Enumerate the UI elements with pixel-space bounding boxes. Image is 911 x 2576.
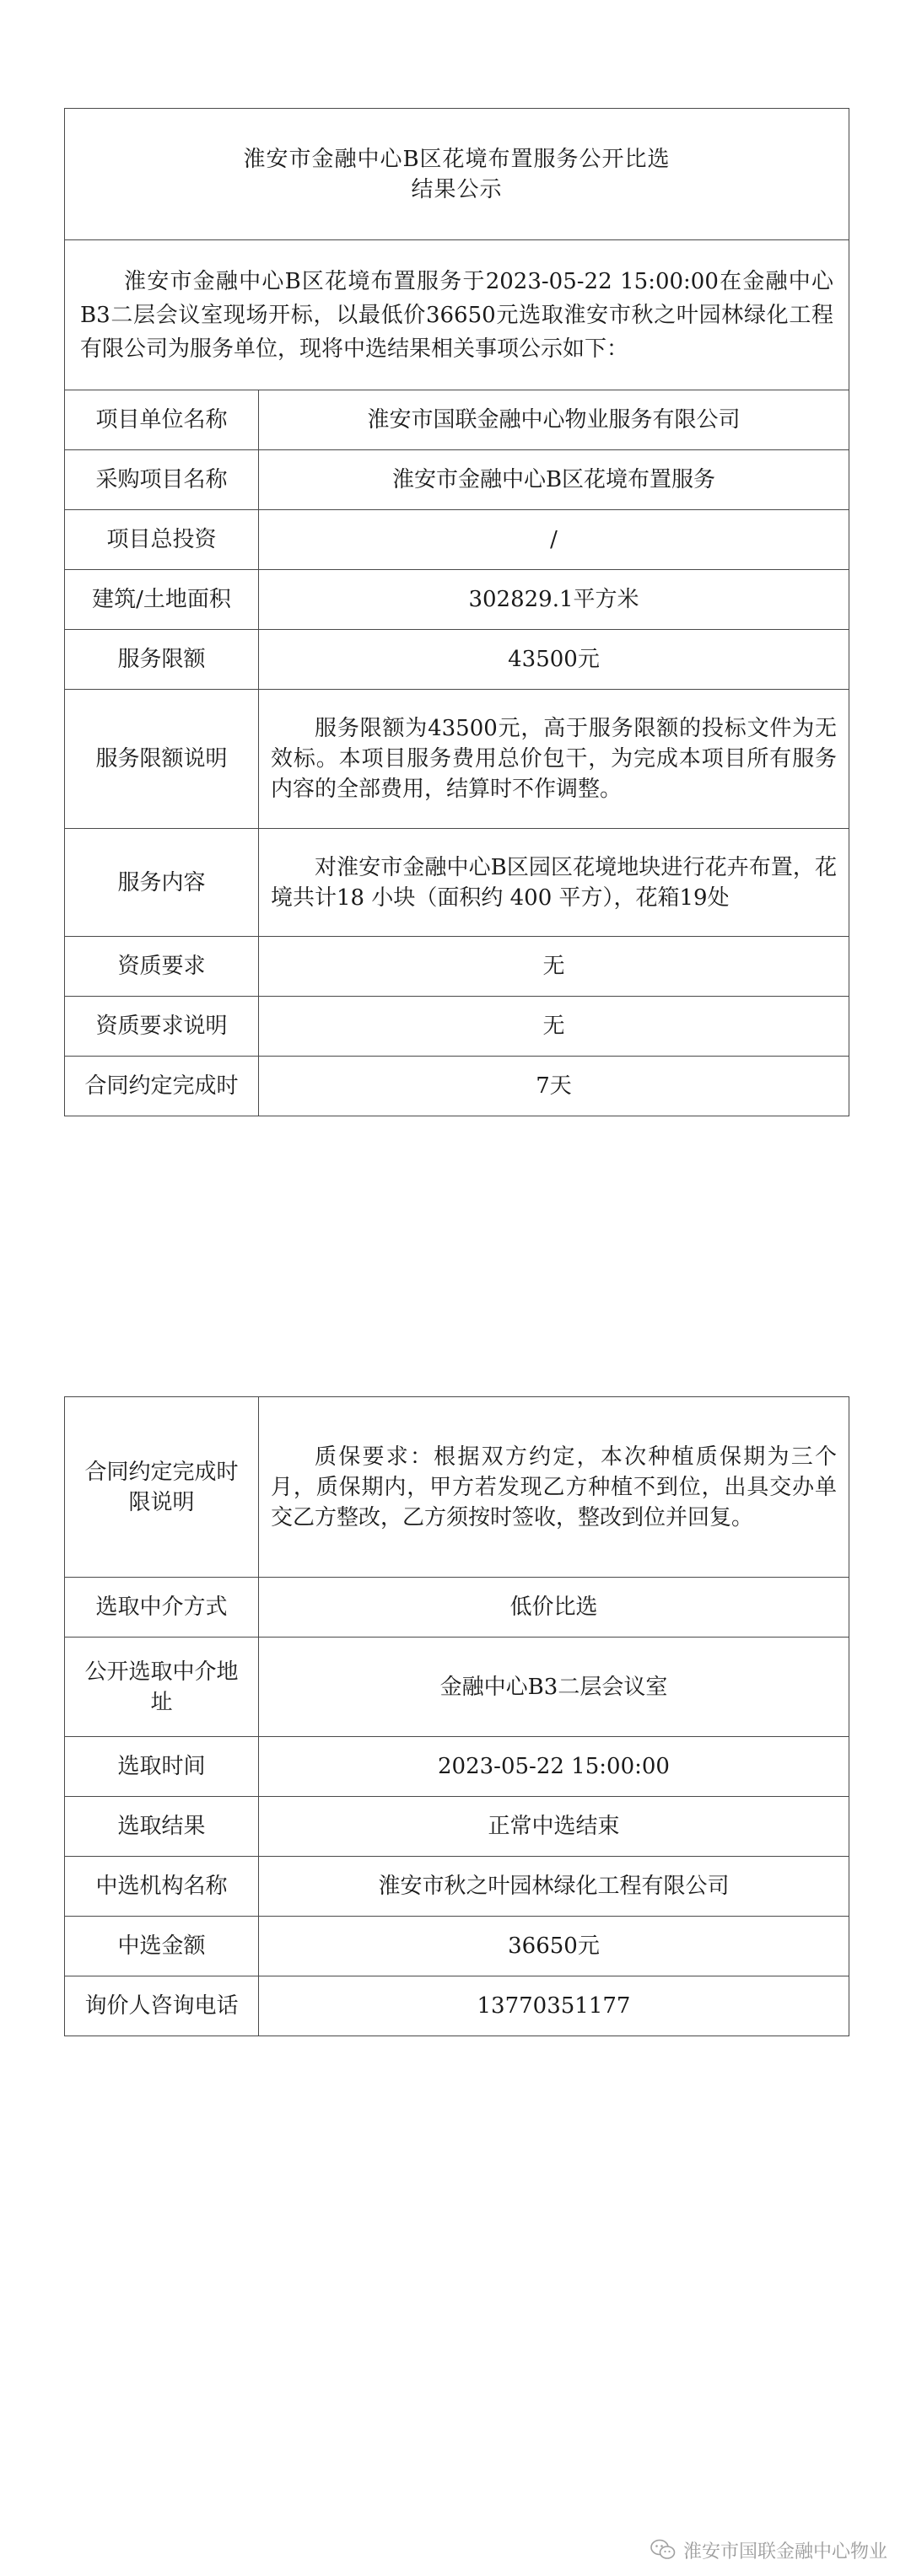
- row-label-winner-name: 中选机构名称: [65, 1857, 259, 1917]
- row-label-qualification: 资质要求: [65, 937, 259, 997]
- row-value-qualification: 无: [259, 937, 849, 997]
- row-label-selection-result: 选取结果: [65, 1797, 259, 1857]
- announcement-table-2: [64, 1396, 849, 2036]
- row-value-selection-result: 正常中选结束: [259, 1797, 849, 1857]
- intro-paragraph: 淮安市金融中心B区花境布置服务于2023-05-22 15:00:00在金融中心B3二层会议室现场开标，以最低价36650元选取淮安市秋之叶园林绿化工程有限公司为服务单位，现将中选结果相关事项公示如下：: [65, 240, 849, 390]
- footer-account-name: 淮安市国联金融中心物业: [682, 2541, 887, 2563]
- row-value-service-limit-desc: 服务限额为43500元，高于服务限额的投标文件为无效标。本项目服务费用总价包干，为完成本项目所有服务内容的全部费用，结算时不作调整。: [259, 690, 849, 829]
- row-value-total-investment: /: [259, 510, 849, 570]
- row-label-completion-desc: 合同约定完成时限说明: [65, 1397, 259, 1578]
- row-label-service-content: 服务内容: [65, 829, 259, 937]
- row-label-completion-time: 合同约定完成时: [65, 1057, 259, 1116]
- title-line-2: 结果公示: [411, 176, 503, 202]
- row-label-total-investment: 项目总投资: [65, 510, 259, 570]
- row-value-area: 302829.1平方米: [259, 570, 849, 630]
- announcement-table-1: [64, 108, 849, 1116]
- row-label-selection-time: 选取时间: [65, 1737, 259, 1797]
- row-label-selection-address: 公开选取中介地址: [65, 1638, 259, 1737]
- row-value-project-unit: 淮安市国联金融中心物业服务有限公司: [259, 390, 849, 450]
- row-value-completion-time: 7天: [259, 1057, 849, 1116]
- row-value-winner-name: 淮安市秋之叶园林绿化工程有限公司: [259, 1857, 849, 1917]
- row-value-procurement-name: 淮安市金融中心B区花境布置服务: [259, 450, 849, 510]
- row-label-service-limit-desc: 服务限额说明: [65, 690, 259, 829]
- row-value-service-limit: 43500元: [259, 630, 849, 690]
- wechat-icon: [650, 2538, 677, 2562]
- row-label-project-unit: 项目单位名称: [65, 390, 259, 450]
- row-value-selection-time: 2023-05-22 15:00:00: [259, 1737, 849, 1797]
- row-value-contact-phone: 13770351177: [259, 1976, 849, 2036]
- row-value-qualification-desc: 无: [259, 997, 849, 1057]
- row-value-selection-address: 金融中心B3二层会议室: [259, 1638, 849, 1737]
- row-value-completion-desc: 质保要求：根据双方约定，本次种植质保期为三个月，质保期内，甲方若发现乙方种植不到位，出具交办单交乙方整改，乙方须按时签收，整改到位并回复。: [259, 1397, 849, 1578]
- row-label-contact-phone: 询价人咨询电话: [65, 1976, 259, 2036]
- row-label-winning-amount: 中选金额: [65, 1917, 259, 1976]
- row-value-winning-amount: 36650元: [259, 1917, 849, 1976]
- row-value-selection-method: 低价比选: [259, 1578, 849, 1638]
- row-label-area: 建筑/土地面积: [65, 570, 259, 630]
- row-label-selection-method: 选取中介方式: [65, 1578, 259, 1638]
- footer-watermark: [650, 2535, 887, 2565]
- row-label-qualification-desc: 资质要求说明: [65, 997, 259, 1057]
- row-label-service-limit: 服务限额: [65, 630, 259, 690]
- row-value-service-content: 对淮安市金融中心B区园区花境地块进行花卉布置，花境共计18 小块（面积约 400 平方），花箱19处: [259, 829, 849, 937]
- row-label-procurement-name: 采购项目名称: [65, 450, 259, 510]
- page-title: [65, 109, 849, 240]
- title-line-1: 淮安市金融中心B区花境布置服务公开比选: [243, 146, 671, 172]
